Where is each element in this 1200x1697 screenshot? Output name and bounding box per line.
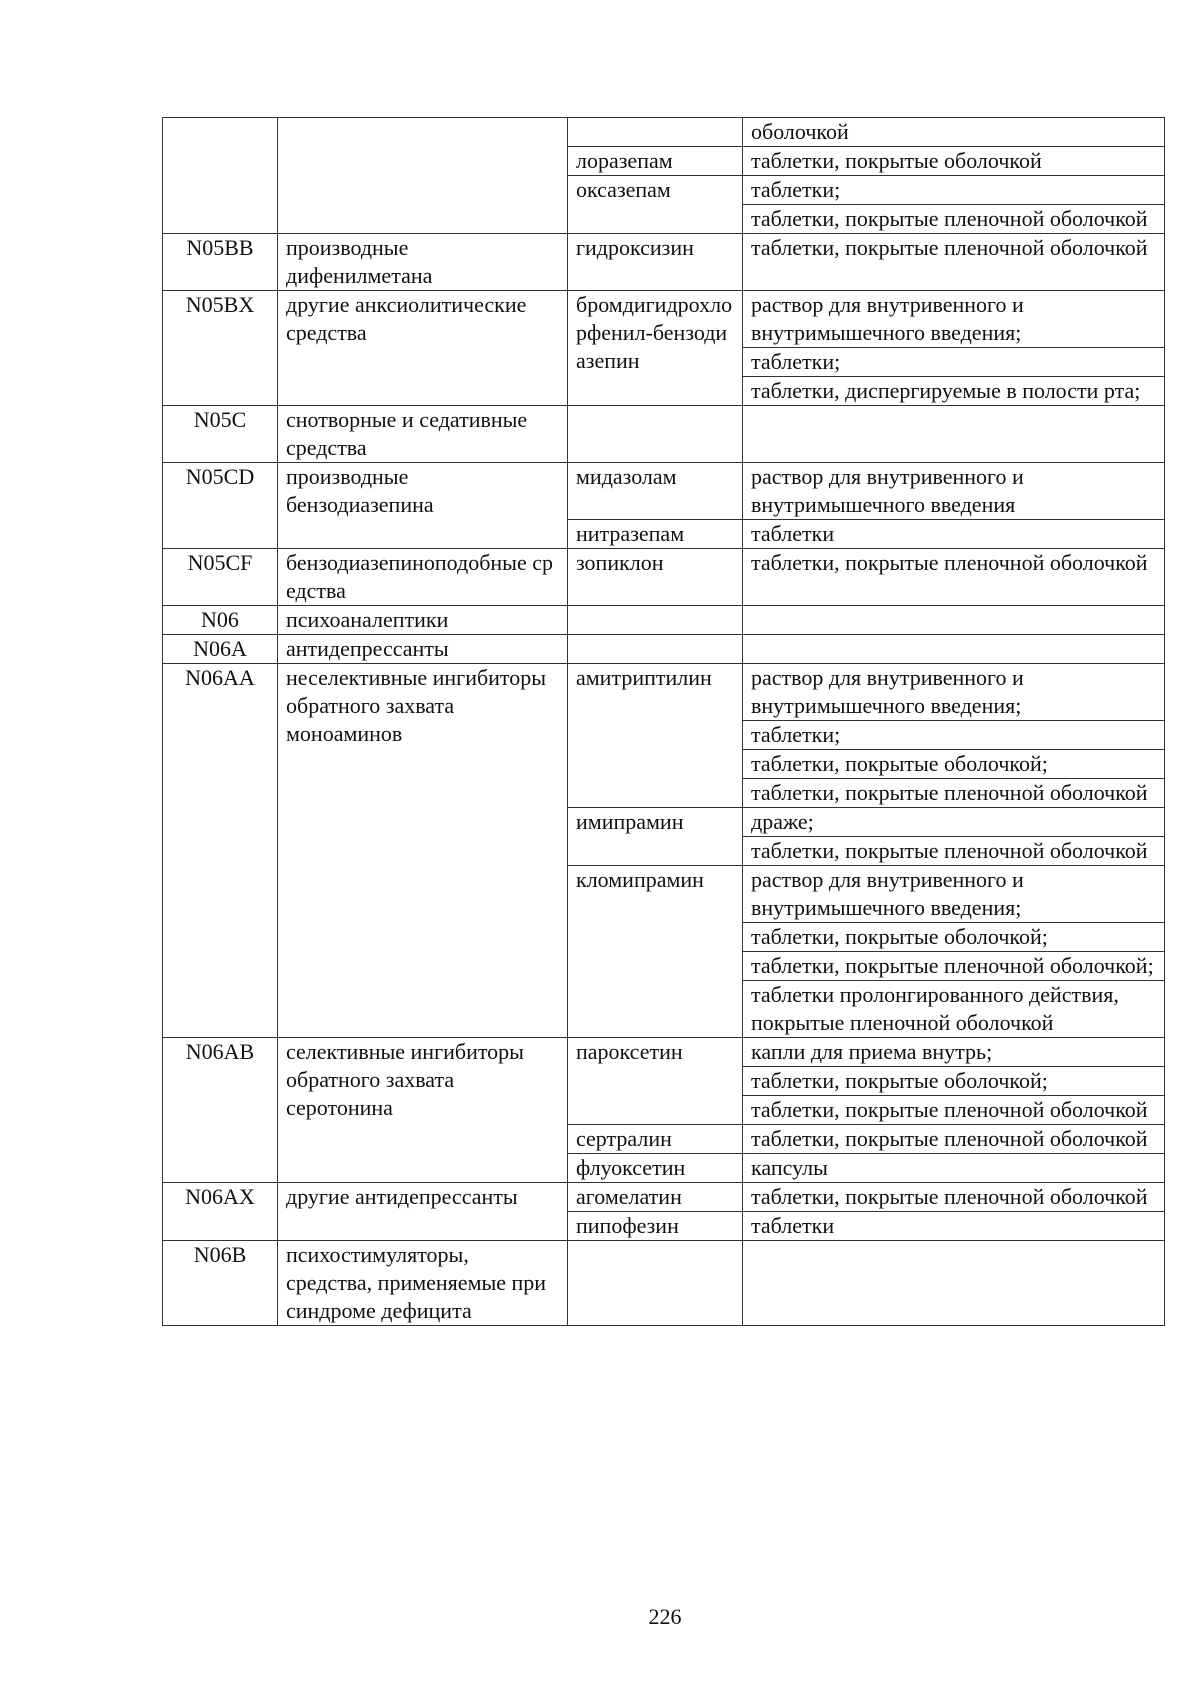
drug-cell: [568, 635, 743, 664]
group-cell: производные дифенилметана: [278, 234, 568, 291]
group-cell: психостимуляторы, средства, применяемые при синдроме дефицита: [278, 1241, 568, 1326]
page-number: 226: [648, 1604, 682, 1629]
atc-code-cell: N05CD: [163, 463, 278, 549]
group-cell: снотворные и седативные средства: [278, 406, 568, 463]
form-cell: таблетки, покрытые пленочной оболочкой: [743, 1125, 1165, 1154]
form-cell: капли для приема внутрь;: [743, 1038, 1165, 1067]
atc-code-cell: N06AX: [163, 1183, 278, 1241]
form-cell: таблетки, покрытые пленочной оболочкой;: [743, 952, 1165, 981]
form-cell: раствор для внутривенного и внутримышечного введения;: [743, 664, 1165, 721]
form-cell: таблетки;: [743, 176, 1165, 205]
table-row: [163, 606, 1165, 635]
drug-cell: пароксетин: [568, 1038, 743, 1125]
drug-cell: оксазепам: [568, 176, 743, 234]
form-cell: драже;: [743, 808, 1165, 837]
table-row: [163, 291, 1165, 348]
drug-cell: кломипрамин: [568, 866, 743, 1038]
table-row: [163, 234, 1165, 291]
form-cell: [743, 406, 1165, 463]
form-cell: таблетки: [743, 1212, 1165, 1241]
table-row: [163, 463, 1165, 520]
drug-cell: агомелатин: [568, 1183, 743, 1212]
table-row: [163, 664, 1165, 721]
atc-code-cell: N05CF: [163, 549, 278, 606]
form-cell: таблетки, покрытые пленочной оболочкой: [743, 837, 1165, 866]
group-cell: производные бензодиазепина: [278, 463, 568, 549]
atc-code-cell: N06AB: [163, 1038, 278, 1183]
drug-cell: мидазолам: [568, 463, 743, 520]
form-cell: таблетки, покрытые оболочкой: [743, 147, 1165, 176]
table-row: [163, 1241, 1165, 1326]
drug-cell: бромдигидрохлорфенил-бензодиазепин: [568, 291, 743, 406]
atc-code-cell: N05C: [163, 406, 278, 463]
group-cell: другие антидепрессанты: [278, 1183, 568, 1241]
drug-cell: [568, 406, 743, 463]
form-cell: раствор для внутривенного и внутримышечного введения: [743, 463, 1165, 520]
form-cell: таблетки, покрытые пленочной оболочкой: [743, 1096, 1165, 1125]
drug-cell: [568, 1241, 743, 1326]
form-cell: таблетки, покрытые оболочкой;: [743, 750, 1165, 779]
atc-code-cell: N06: [163, 606, 278, 635]
form-cell: таблетки;: [743, 348, 1165, 377]
group-cell: психоаналептики: [278, 606, 568, 635]
form-cell: таблетки, покрытые пленочной оболочкой: [743, 205, 1165, 234]
form-cell: [743, 635, 1165, 664]
table-row: [163, 1183, 1165, 1212]
form-cell: таблетки, диспергируемые в полости рта;: [743, 377, 1165, 406]
table-row: [163, 118, 1165, 147]
drug-cell: [568, 118, 743, 147]
form-cell: раствор для внутривенного и внутримышечного введения;: [743, 291, 1165, 348]
form-cell: таблетки;: [743, 721, 1165, 750]
drug-cell: пипофезин: [568, 1212, 743, 1241]
atc-code-cell: N05BX: [163, 291, 278, 406]
table-row: [163, 406, 1165, 463]
drug-table: [162, 117, 1165, 1326]
atc-code-cell: [163, 118, 278, 234]
atc-code-cell: N06A: [163, 635, 278, 664]
form-cell: оболочкой: [743, 118, 1165, 147]
group-cell: [278, 118, 568, 234]
drug-cell: лоразепам: [568, 147, 743, 176]
group-cell: антидепрессанты: [278, 635, 568, 664]
drug-cell: гидроксизин: [568, 234, 743, 291]
atc-code-cell: N06B: [163, 1241, 278, 1326]
form-cell: таблетки, покрытые пленочной оболочкой: [743, 779, 1165, 808]
form-cell: таблетки, покрытые оболочкой;: [743, 1067, 1165, 1096]
drug-cell: нитразепам: [568, 520, 743, 549]
atc-code-cell: N06AA: [163, 664, 278, 1038]
form-cell: раствор для внутривенного и внутримышечного введения;: [743, 866, 1165, 923]
form-cell: таблетки пролонгированного действия, покрытые пленочной оболочкой: [743, 981, 1165, 1038]
table-row: [163, 549, 1165, 606]
group-cell: бензодиазепиноподобные средства: [278, 549, 568, 606]
drug-cell: сертралин: [568, 1125, 743, 1154]
drug-cell: зопиклон: [568, 549, 743, 606]
form-cell: таблетки, покрытые пленочной оболочкой: [743, 234, 1165, 291]
table-row: [163, 1038, 1165, 1067]
drug-cell: амитриптилин: [568, 664, 743, 808]
group-cell: неселективные ингибиторы обратного захвата моноаминов: [278, 664, 568, 1038]
drug-cell: флуоксетин: [568, 1154, 743, 1183]
form-cell: таблетки, покрытые оболочкой;: [743, 923, 1165, 952]
form-cell: капсулы: [743, 1154, 1165, 1183]
form-cell: [743, 606, 1165, 635]
atc-code-cell: N05BB: [163, 234, 278, 291]
form-cell: [743, 1241, 1165, 1326]
form-cell: таблетки: [743, 520, 1165, 549]
form-cell: таблетки, покрытые пленочной оболочкой: [743, 1183, 1165, 1212]
group-cell: селективные ингибиторы обратного захвата серотонина: [278, 1038, 568, 1183]
group-cell: другие анксиолитические средства: [278, 291, 568, 406]
drug-cell: имипрамин: [568, 808, 743, 866]
form-cell: таблетки, покрытые пленочной оболочкой: [743, 549, 1165, 606]
drug-cell: [568, 606, 743, 635]
table-row: [163, 635, 1165, 664]
